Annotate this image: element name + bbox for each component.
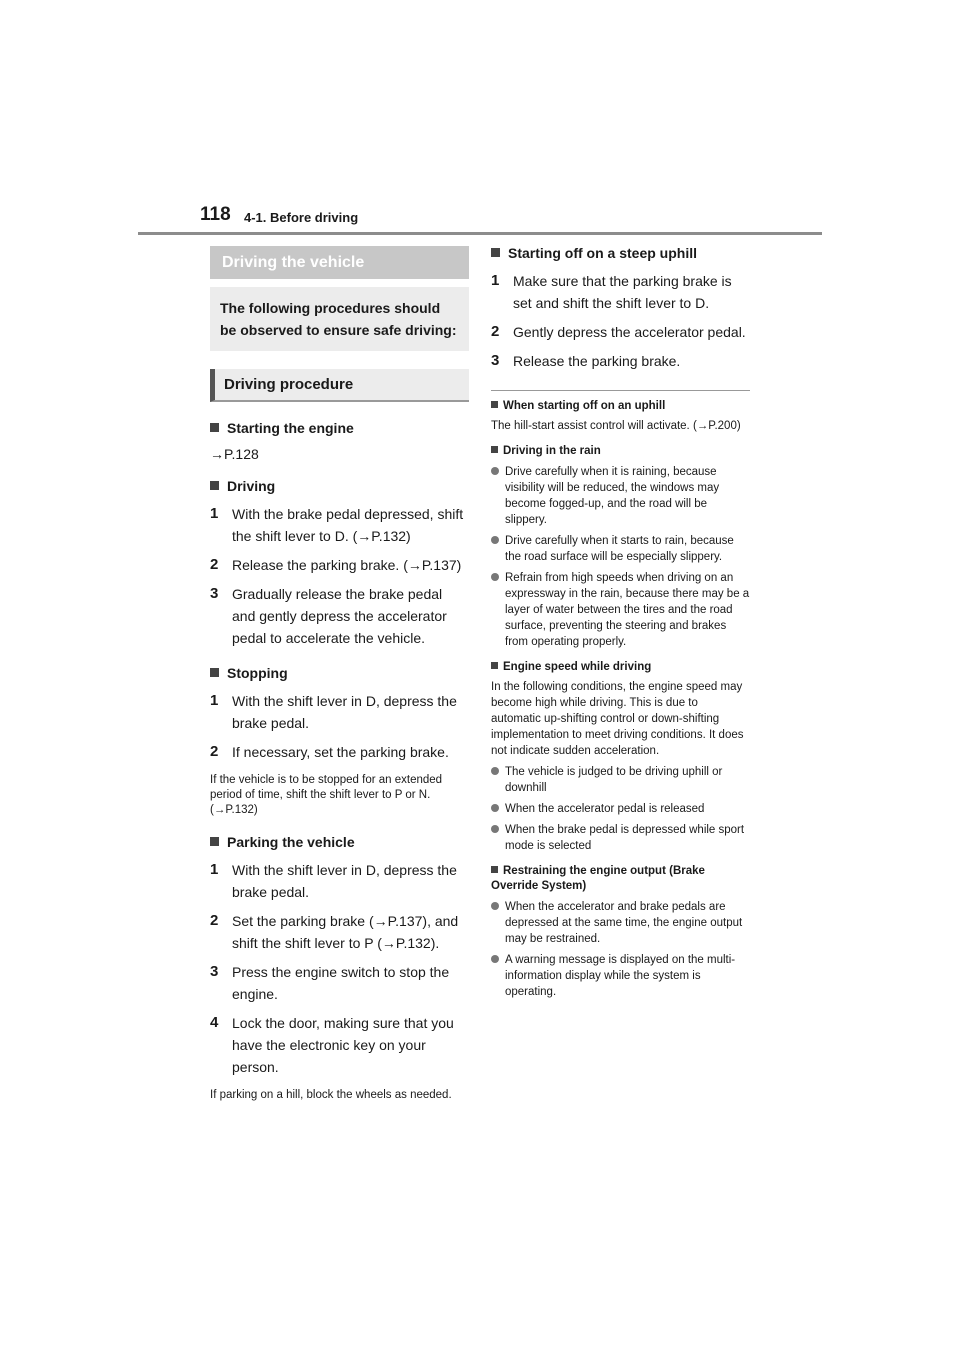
heading-starting-engine: Starting the engine [210, 418, 469, 438]
bullet-dot-icon [491, 573, 499, 581]
stopping-note: If the vehicle is to be stopped for an extended period of time, shift the shift lever to P or N. (→P.132) [210, 774, 443, 816]
square-bullet-icon [491, 401, 498, 408]
heading-parking: Parking the vehicle [210, 832, 469, 852]
heading-uphill: Starting off on a steep uphill [491, 243, 750, 263]
bullet-item: Refrain from high speeds when driving on an expressway in the rain, because there may be a layer of water between the tires and the road surface, preventing the steering and brakes from operating properly. [491, 570, 750, 650]
page-title: Driving the vehicle [210, 246, 469, 279]
heading-stopping: Stopping [210, 663, 469, 683]
bullet-dot-icon [491, 536, 499, 544]
bullet-dot-icon [491, 825, 499, 833]
page-number: 118 [200, 204, 231, 225]
section-title: 4-1. Before driving [244, 210, 359, 225]
note-heading-brake-override: Restraining the engine output (Brake Override System) [491, 865, 705, 892]
step-item: 3 Release the parking brake. [491, 352, 681, 369]
step-item: 2 Gently depress the accelerator pedal. [491, 323, 746, 340]
header-rule [138, 232, 822, 235]
bullet-item: When the brake pedal is depressed while sport mode is selected [491, 822, 750, 854]
bullet-dot-icon [491, 902, 499, 910]
bullet-item: When the accelerator pedal is released [491, 801, 750, 817]
step-item: 1 With the brake pedal depressed, shift the shift lever to D. (→P.132) [210, 505, 464, 544]
step-item: 1 Make sure that the parking brake is set and shift the shift lever to D. [491, 272, 732, 311]
step-item: 2 Set the parking brake (→P.137), and shift the shift lever to P (→P.132). [210, 912, 459, 951]
bullet-item: Drive carefully when it is raining, because visibility will be reduced, the windows may become fogged-up, and the road will be slippery. [491, 464, 750, 528]
square-bullet-icon [491, 662, 498, 669]
notes-divider [491, 390, 750, 391]
square-bullet-icon [491, 248, 500, 257]
reference-link[interactable]: →P.128 [210, 446, 259, 462]
step-item: 2 Release the parking brake. (→P.137) [210, 556, 462, 573]
note-heading-uphill: When starting off on an uphill [491, 399, 750, 414]
bullet-item: When the accelerator and brake pedals are depressed at the same time, the engine output may be restrained. [491, 899, 750, 947]
square-bullet-icon [491, 866, 498, 873]
step-item: 1 With the shift lever in D, depress the brake pedal. [210, 692, 457, 731]
subsection-title: Driving procedure [210, 369, 469, 402]
square-bullet-icon [491, 446, 498, 453]
square-bullet-icon [210, 668, 219, 677]
right-column [491, 243, 750, 1000]
bullet-dot-icon [491, 767, 499, 775]
bullet-item: A warning message is displayed on the multi-information display while the system is operating. [491, 952, 750, 1000]
note-body: The hill-start assist control will activate. (→P.200) [491, 420, 741, 432]
step-item: 3 Press the engine switch to stop the engine. [210, 963, 450, 1002]
step-item: 4 Lock the door, making sure that you have the electronic key on your person. [210, 1014, 454, 1075]
bullet-dot-icon [491, 804, 499, 812]
heading-driving: Driving [210, 476, 469, 496]
bullet-item: Drive carefully when it starts to rain, because the road surface will be especially slippery. [491, 533, 750, 565]
bullet-dot-icon [491, 955, 499, 963]
bullet-item: The vehicle is judged to be driving uphill or downhill [491, 764, 750, 796]
square-bullet-icon [210, 481, 219, 490]
note-heading-engine-speed: Engine speed while driving [491, 660, 750, 675]
square-bullet-icon [210, 837, 219, 846]
bullet-dot-icon [491, 467, 499, 475]
step-item: 3 Gradually release the brake pedal and gently depress the accelerator pedal to accelerate the vehicle. [210, 585, 447, 646]
step-item: 2 If necessary, set the parking brake. [210, 743, 449, 760]
note-body: In the following conditions, the engine speed may become high while driving. This is due to automatic up-shifting control or down-shifting implementation to meet driving conditions. It does not indicate sudden acceleration. [491, 681, 744, 757]
note-heading-rain: Driving in the rain [491, 444, 750, 459]
intro-box: The following procedures should be observed to ensure safe driving: [210, 287, 469, 351]
step-item: 1 With the shift lever in D, depress the brake pedal. [210, 861, 457, 900]
square-bullet-icon [210, 423, 219, 432]
parking-note: If parking on a hill, block the wheels as needed. [210, 1089, 452, 1101]
left-column [210, 246, 469, 1103]
